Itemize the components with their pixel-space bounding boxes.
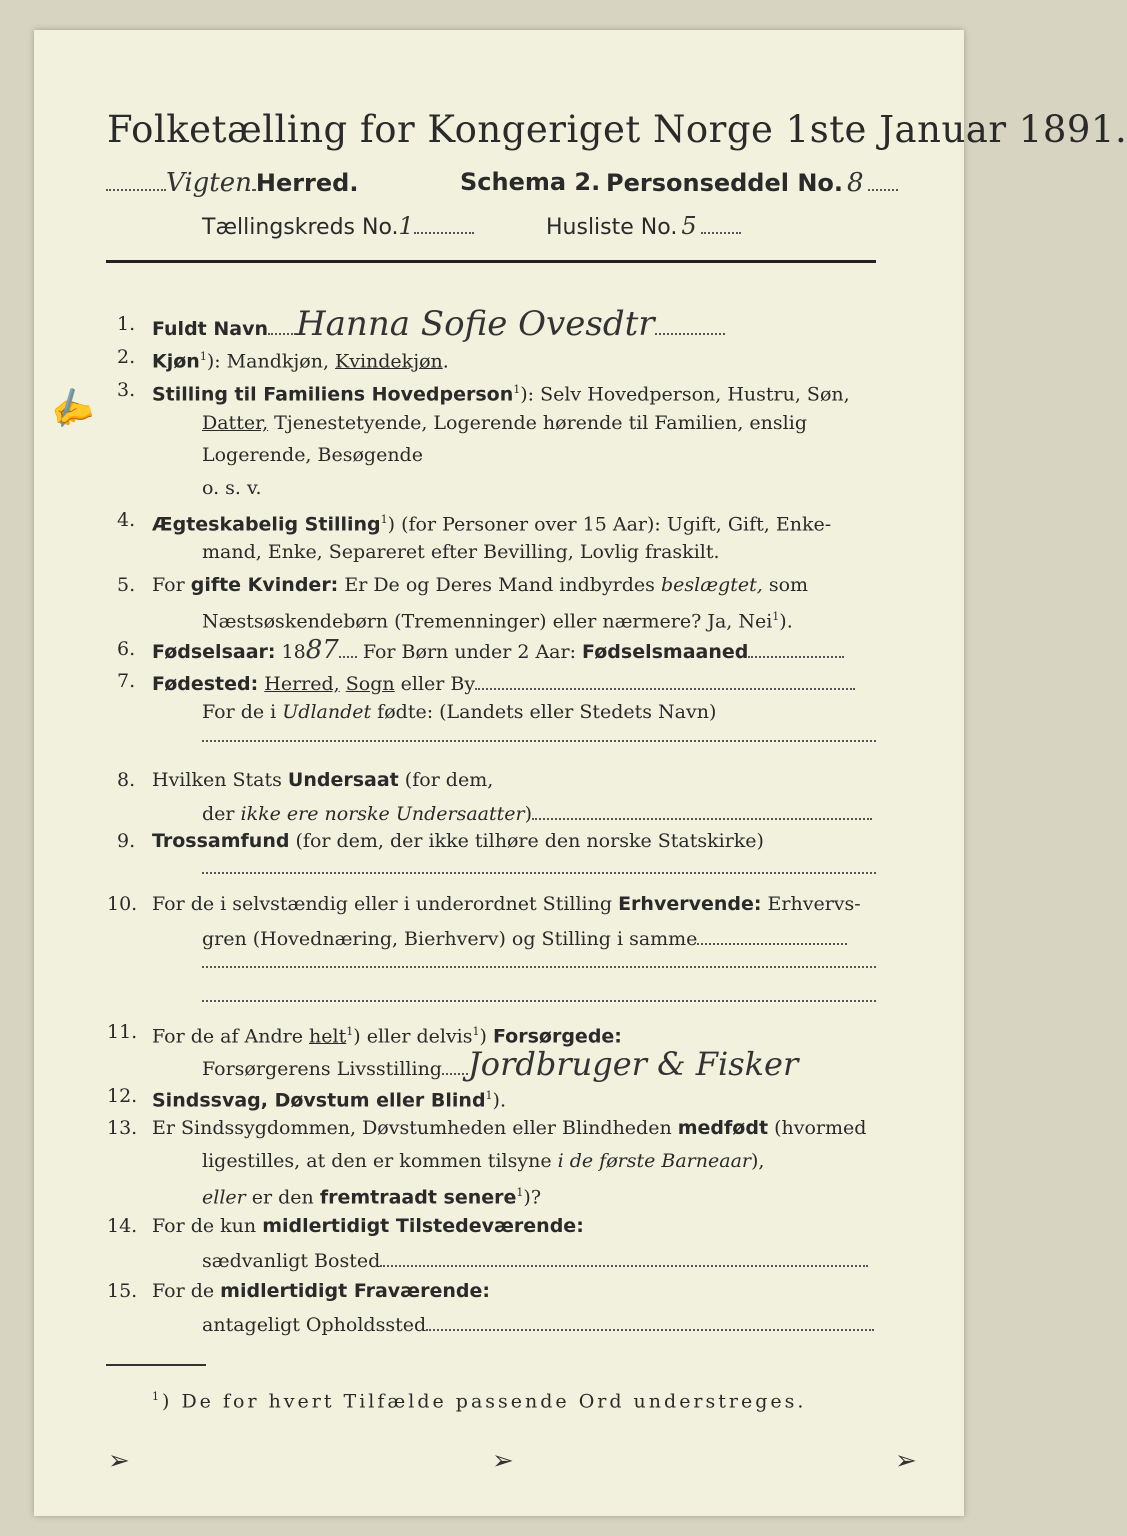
q6-prefix: 18 (275, 641, 306, 663)
q10-dots (697, 925, 847, 945)
q5-pre: For (152, 574, 191, 596)
q10-line1 (152, 893, 861, 915)
q8-line1-a: Hvilken Stats (152, 769, 288, 791)
q8-line1-b: (for dem, (398, 769, 494, 791)
q14-line2-text: sædvanligt Bosted (202, 1250, 381, 1272)
q4-sup: 1 (380, 513, 388, 526)
q6-dots-b (748, 638, 844, 658)
arrow-mark-icon-right: ➢ (895, 1446, 917, 1476)
q2-sup: 1 (199, 350, 207, 363)
q11-label: Forsørgede: (492, 1025, 622, 1048)
q1-label: Fuldt Navn (152, 318, 269, 340)
q11-line1 (152, 1021, 622, 1047)
q10-line1-a: For de i selvstændig eller i underordnet Stilling (152, 893, 619, 915)
q7-label: Fødested: (152, 673, 259, 695)
q6-dots-a (339, 638, 357, 658)
q13-line3-label: fremtraadt senere (319, 1186, 517, 1209)
q9-row (152, 830, 764, 852)
header-rule (106, 260, 876, 263)
husliste-label: Husliste No. (546, 215, 678, 240)
q6-value: 87 (305, 635, 339, 665)
form-title: Folketælling for Kongeriget Norge 1ste Januar 1891. (107, 108, 1127, 151)
kreds-row (202, 212, 474, 240)
q3-line1-text: ): Selv Hovedperson, Hustru, Søn, (520, 383, 850, 406)
q13-label: medfødt (677, 1117, 769, 1139)
q6-mid: For Børn under 2 Aar: (356, 641, 583, 663)
q1-dots-b (655, 315, 725, 335)
q2-row (152, 346, 449, 372)
q5-line2-end: ). (779, 610, 793, 633)
q12-sup: 1 (485, 1089, 493, 1102)
q3-line4: o. s. v. (202, 477, 262, 499)
q4-label: Ægteskabelig Stilling (152, 513, 381, 536)
q7-option-sogn: Sogn (345, 673, 395, 695)
q4-line2: mand, Enke, Separeret efter Bevilling, Lovlig fraskilt. (202, 541, 720, 563)
q3-line3: Logerende, Besøgende (202, 444, 423, 466)
q13-line1-a: Er Sindssygdommen, Døvstumheden eller Blindheden (152, 1117, 678, 1139)
q10-line1-b: Erhvervs- (761, 893, 861, 915)
q8-line2-b: ) (524, 803, 532, 825)
herred-dots (106, 171, 166, 191)
husliste-value: 5 (681, 212, 697, 240)
q15-line2-text: antageligt Opholdssted (202, 1314, 427, 1336)
q11-line2 (202, 1045, 799, 1083)
herred-row (106, 168, 358, 198)
q14-line2 (202, 1247, 868, 1272)
q13-number: 13. (107, 1117, 138, 1139)
q10-answer-line-2 (202, 1000, 876, 1002)
q10-line2-text: gren (Hovednæring, Bierhverv) og Stilling i samme (202, 928, 698, 950)
q13-line3-italic: eller (202, 1186, 246, 1209)
q1-dots-a (268, 315, 296, 335)
q11-sup-a: 1 (346, 1025, 354, 1038)
q14-dots (380, 1247, 868, 1267)
arrow-mark-icon-center: ➢ (492, 1446, 514, 1476)
q6-label: Fødselsaar: (152, 641, 276, 663)
q5-line2-text: Næstsøskendebørn (Tremenninger) eller nærmere? Ja, Nei (202, 610, 773, 633)
arrow-mark-icon-left: ➢ (108, 1446, 130, 1476)
q2-label: Kjøn (152, 350, 200, 373)
q13-line2 (202, 1150, 764, 1172)
q1-number: 1. (117, 313, 136, 335)
pencil-mark-icon: ✍ (44, 381, 98, 435)
q13-line1-b: (hvormed (768, 1117, 867, 1139)
herred-handwritten: Vigten (166, 168, 252, 198)
q10-label: Erhvervende: (618, 893, 762, 915)
q9-label: Trossamfund (152, 830, 290, 852)
personseddel-row (606, 168, 898, 198)
q8-line2-a: der (202, 803, 241, 825)
q6-number: 6. (117, 638, 136, 660)
q2-number: 2. (117, 346, 136, 368)
q5-label: gifte Kvinder: (190, 574, 339, 596)
q4-number: 4. (117, 509, 136, 531)
q7-line2-b: fødte: (Landets eller Stedets Navn) (371, 701, 717, 723)
q2-end: . (442, 350, 449, 373)
q7-answer-line (202, 740, 876, 742)
q6-row (152, 635, 844, 665)
q13-line2-a: ligestilles, at den er kommen tilsyne (202, 1150, 558, 1172)
footnote-sup: 1 (152, 1390, 162, 1403)
q14-number: 14. (107, 1215, 138, 1237)
q10-number: 10. (107, 893, 138, 915)
q12-label: Sindssvag, Døvstum eller Blind (152, 1089, 486, 1112)
q8-number: 8. (117, 769, 136, 791)
q3-number: 3. (117, 379, 136, 401)
q6-label2: Fødselsmaaned (582, 641, 749, 663)
q8-dots (532, 800, 872, 820)
q13-line2-b: ), (751, 1150, 765, 1172)
q13-line3-b: )? (523, 1186, 542, 1209)
q11-sup-b: 1 (472, 1025, 480, 1038)
q4-line1 (152, 509, 831, 535)
husliste-dots (701, 214, 741, 234)
q10-answer-line-1 (202, 966, 876, 968)
personseddel-dots (868, 171, 898, 191)
q12-end: ). (492, 1089, 506, 1112)
q3-label-a: Stilling til Familiens (152, 383, 372, 406)
q13-line3-a: er den (245, 1186, 320, 1209)
q5-line1 (152, 574, 808, 596)
q13-line3 (202, 1182, 541, 1208)
q8-line1 (152, 769, 493, 791)
q11-number: 11. (107, 1021, 138, 1043)
q13-line2-italic: i de første Barneaar (557, 1150, 751, 1172)
q11-line1-c: ) (479, 1025, 493, 1048)
q14-label: midlertidigt Tilstedeværende: (262, 1215, 584, 1237)
footnote-rule (106, 1364, 206, 1366)
q14-pre: For de kun (152, 1215, 263, 1237)
q5-line1-end: som (762, 574, 809, 596)
kreds-dots (414, 214, 474, 234)
q7-line2-italic: Udlandet (282, 701, 372, 723)
footnote (152, 1390, 806, 1412)
q3-label-b: Hovedperson (371, 383, 514, 406)
husliste-row (546, 212, 741, 240)
q15-number: 15. (107, 1280, 138, 1302)
personseddel-value: 8 (847, 168, 864, 198)
q7-number: 7. (117, 670, 136, 692)
q7-line2 (202, 701, 716, 723)
q11-line1-a: For de af Andre (152, 1025, 310, 1048)
q5-number: 5. (117, 574, 136, 596)
q5-italic: beslægtet, (660, 574, 763, 596)
q13-sup: 1 (516, 1186, 524, 1199)
q3-line1 (152, 379, 850, 405)
q9-number: 9. (117, 830, 136, 852)
q11-dots (442, 1055, 468, 1075)
q3-option-datter: Datter, (202, 412, 269, 434)
q5-line1-text: Er De og Deres Mand indbyrdes (338, 574, 661, 596)
q8-line2 (202, 800, 872, 825)
q9-text: (for dem, der ikke tilhøre den norske Statskirke) (289, 830, 764, 852)
q15-line1 (152, 1280, 490, 1302)
q7-rest: eller By (394, 673, 476, 695)
q2-option-kvindekjon: Kvindekjøn (335, 350, 443, 373)
q1-row (152, 304, 725, 344)
q14-line1 (152, 1215, 584, 1237)
q7-line1 (152, 670, 855, 695)
q13-line1 (152, 1117, 866, 1139)
q7-option-herred: Herred, (264, 673, 340, 695)
q15-line2 (202, 1311, 874, 1336)
kreds-label: Tællingskreds No. (202, 215, 399, 240)
q12-number: 12. (107, 1085, 138, 1107)
q3-sup: 1 (513, 383, 521, 396)
q8-label: Undersaat (287, 769, 399, 791)
q5-line2 (202, 606, 793, 632)
q11-line2-text: Forsørgerens Livsstilling (202, 1058, 442, 1080)
q15-pre: For de (152, 1280, 221, 1302)
q11-option-helt: helt (309, 1025, 347, 1048)
q3-line2-text: Tjenestetyende, Logerende hørende til Familien, enslig (268, 412, 807, 434)
q15-label: midlertidigt Fraværende: (220, 1280, 490, 1302)
q2-text: ): Mandkjøn, (206, 350, 336, 373)
q15-dots (426, 1311, 874, 1331)
kreds-value: 1 (398, 212, 414, 240)
footnote-text: ) De for hvert Tilfælde passende Ord understreges. (162, 1390, 807, 1413)
q11-line1-b: ) eller delvis (353, 1025, 473, 1048)
q8-line2-italic: ikke ere norske Undersaatter (240, 803, 525, 825)
q11-answer: Jordbruger & Fisker (467, 1045, 799, 1083)
q1-answer: Hanna Sofie Ovesdtr (296, 304, 655, 344)
personseddel-label: Personseddel No. (606, 169, 844, 197)
q3-line2 (202, 412, 807, 434)
schema-label: Schema 2. (460, 168, 601, 196)
q12-row (152, 1085, 506, 1111)
q9-answer-line (202, 872, 876, 874)
q4-line1-text: ) (for Personer over 15 Aar): Ugift, Gift, Enke- (387, 513, 832, 536)
herred-label: Herred. (255, 169, 359, 197)
q10-line2 (202, 925, 847, 950)
q7-dots (475, 670, 855, 690)
q7-line2-a: For de i (202, 701, 283, 723)
q5-sup: 1 (772, 610, 780, 623)
